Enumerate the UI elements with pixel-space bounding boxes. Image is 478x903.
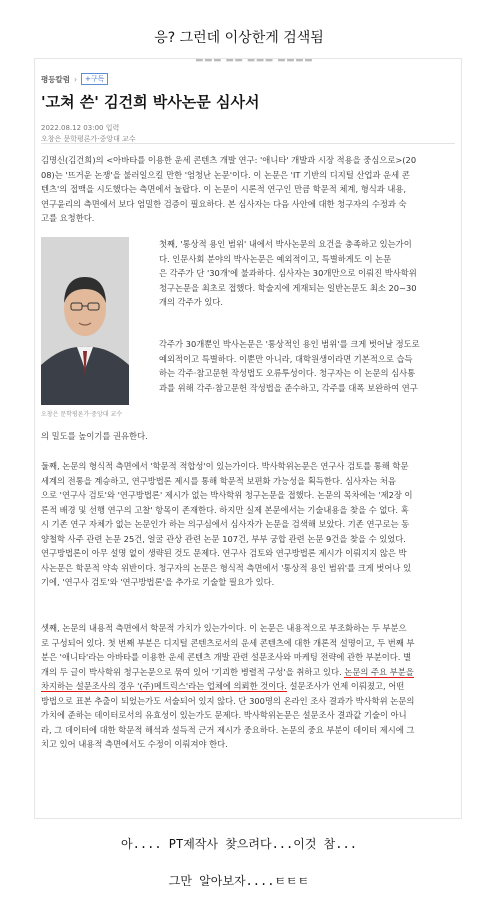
third-point-paragraph: 셋째, 논문의 내용적 측면에서 학문적 가치가 있는가이다. 이 논문은 내용적으로 부조화하는 두 부분으 로 구성되어 있다. 첫 번째 부분은 디지털 콘텐츠로서의 운세 콘텐츠에 대한 개론적 설명이고, 두 번째 부 분은 '애니타'라는 아바타를 이용한 운세 콘텐츠 개발 관련 설문조사와 마케팅 전략에 관한 부분이다. 별 개의 두 글이 박사학위 청구논문으로 묶여 있어 '기괴한 병렬적 구성'을 취하고 있다. 논문의 주요 부분을 차지하는 설문조사의 경우 '(주)메트릭스'라는 업체에 의뢰한 것이다. 설문조사가 언제 이뤄졌고, 어떤 방법으로 표본 추출이 되었는가도 서술되어 있지 않다. 단 300명의 온라인 조사 결과가 박사학위 논문의 가치에 준하는 데이터로서의 유효성이 있는가도 문제다. 박사학위논문은 설문조사 결과값 기술이 아니 라, 그 데이터에 대한 학문적 해석과 설득적 근거 제시가 중요하다. 논문의 중요 부분이 데이터 제시에 그 치고 있어 내용적 측면에서도 수정이 이뤄져야 한다. [41,623,415,749]
footnote-paragraph: 각주가 30개뿐인 박사논문은 '통상적인 용인 범위'를 크게 벗어날 정도로 예외적이고 특별하다. 이뿐만 아니라, 대학원생이라면 기본적으로 습득 하는 각주·참고문헌 작성법도 오류투성이다. 청구자는 이 논문의 심사통 과를 위해 각주·참고문헌 작성법을 준수하고, 각주를 대폭 보완하여 연구 [159,339,420,393]
intro-paragraph: 김명신(김건희)의 <아바타를 이용한 운세 콘텐츠 개발 연구: '애니타' 개발과 시장 적용을 중심으로>(20 08)는 '뜨거운 논쟁'을 불러일으킬 만한 '엄청난 논문'이다. 이 논문은 'IT 기반의 디지털 산업과 운세 콘 텐츠'의 접맥을 시도했다는 측면에서 놀랍다. 이 논문이 시론적 연구인 만큼 학문적 체계, 형식과 내용, 연구윤리의 측면에서 보다 엄밀한 검증이 필요하다. 본 심사자는 다음 사안에 대한 청구자의 수정과 숙 고를 요청한다. [41,155,417,223]
highlighted-text: 차지하는 설문조사의 경우 '(주)메트릭스'라는 업체에 의뢰한 것이다. [41,681,287,691]
category-label[interactable]: 평등칼럼 [41,74,70,84]
second-point-paragraph: 둘째, 논문의 형식적 측면에서 '학문적 적합성'이 있는가이다. 박사학위논문은 연구사 검토를 통해 학문 세계의 전통을 계승하고, 연구방법론 제시를 통해 학문적 보편화 가능성을 획득한다. 심사자는 처음 으로 '연구사 검토'와 '연구방법론' 제시가 없는 박사학위 청구논문을 접했다. 논문의 목차에는 '제2장 이 론적 배경 및 선행 연구의 고찰' 항목이 존재한다. 하지만 실제 본문에서는 기술내용을 찾을 수 없다. 혹 시 기존 연구 자체가 없는 논문인가 하는 의구심에서 심사자가 논문을 검색해 보았다. 기존 연구로는 동 양철학 사주 관련 논문 25건, 얼굴 관상 관련 논문 107건, 부부 궁합 관련 논문 9건을 찾을 수 있었다. 연구방법론이 아무 설명 없이 생략된 것도 문제다. 연구사 검토와 연구방법론 제시가 이뤄지지 않은 박 사논문은 학문적 약속 위반이다. 청구자의 논문은 형식적 측면에서 '통상적 용인 범위'를 크게 벗어나 있 기에, '연구사 검토'와 '연구방법론'을 추가로 기술할 필요가 있다. [41,461,413,587]
article-screenshot [34,58,462,819]
article-title: '고쳐 쓴' 김건희 박사논문 심사서 [41,93,260,111]
photo-caption: 오창은 문학평론가·중앙대 교수 [41,411,123,418]
category-row [41,73,108,85]
bottom-caption-1: 아.... PT제작사 찾으려다...이것 참... [121,837,357,851]
highlighted-text: 논문의 주요 부분을 [344,666,414,677]
first-point-paragraph: 첫째, '통상적 용인 범위' 내에서 박사논문의 요건을 충족하고 있는가이 다. 인문사회 분야의 박사논문은 예외적이고, 특별하게도 이 논문 은 각주가 단 '30개'에 불과하다. 심사자는 30개만으로 이뤄진 박사학위 청구논문을 최초로 접했다. 학술지에 게재되는 일반논문도 최소 20~30 개의 각주가 있다. [159,239,417,307]
article-author: 오창은 문학평론가·중앙대 교수 [41,135,136,143]
bottom-caption-2: 그만 알아보자....ㅌㅌㅌ [168,874,310,888]
faded-header-text: ▬▬▬ ▬▬ ▬▬▬ ▬▬▬▬ [195,58,314,65]
divider [41,143,455,144]
subscribe-button[interactable]: +구독 [81,73,108,85]
top-caption: 응? 그런데 이상한게 검색됨 [154,30,324,46]
article-date: 2022.08.12 03:00 입력 [41,124,120,132]
author-photo [41,237,129,405]
footnote-paragraph-tail: 의 밀도를 높이기를 권유한다. [41,431,148,441]
chevron-right-icon: › [73,74,77,84]
